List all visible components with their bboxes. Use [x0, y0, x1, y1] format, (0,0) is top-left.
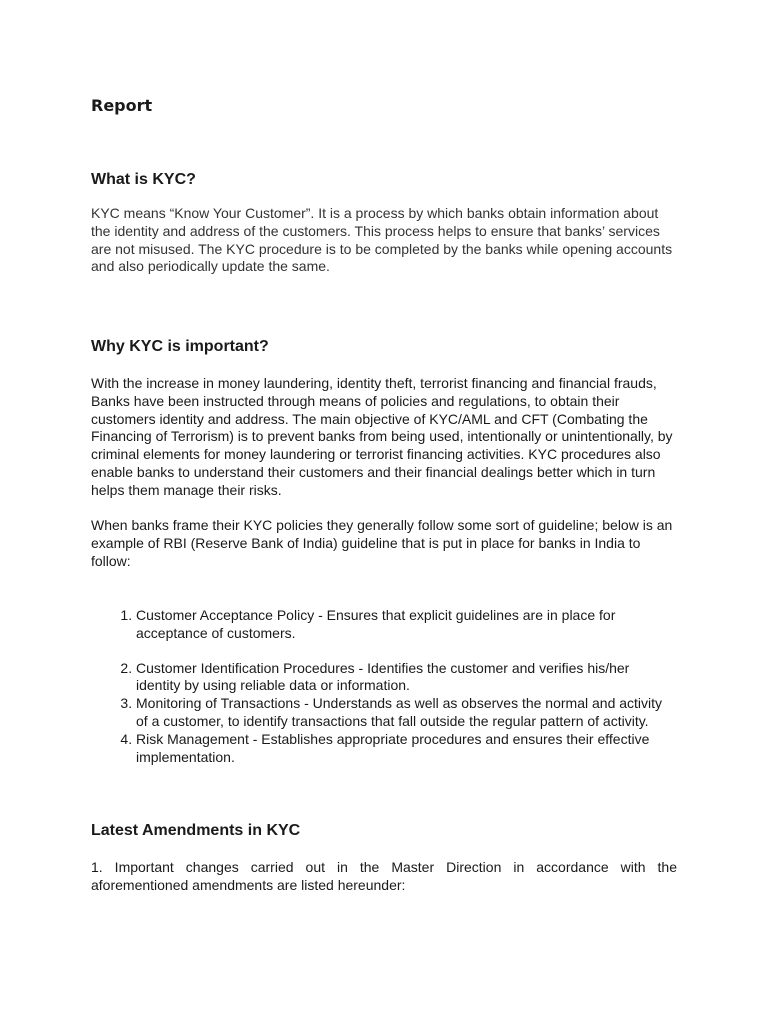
kyc-importance-paragraph: With the increase in money laundering, identity theft, terrorist financing and financial frauds, Banks have been instructed through means of policies and regulations, to obtain their customers identity and address. The main objective of KYC/AML and CFT (Combating the Financing of Terrorism) is to prevent banks from being used, intentionally or unintentionally, by criminal elements for money laundering or terrorist financing activities. KYC procedures also enable banks to understand their customers and their financial dealings better which in turn helps them manage their risks. — [91, 375, 673, 498]
heading-what-is-kyc: What is KYC? — [91, 171, 196, 188]
kyc-definition-paragraph: KYC means “Know Your Customer”. It is a process by which banks obtain information about the identity and address of the customers. This process helps to ensure that banks’ services are not misused. The KYC procedure is to be completed by the banks while opening accounts and also periodically update the same. — [91, 205, 673, 275]
list-item: 4. Risk Management - Establishes appropriate procedures and ensures their effective implementation. — [136, 731, 676, 767]
list-item: 2. Customer Identification Procedures - Identifies the customer and verifies his/her identity by using reliable data or information. — [136, 660, 676, 696]
amendments-paragraph: 1. Important changes carried out in the Master Direction in accordance with the aforementioned amendments are listed hereunder: — [91, 859, 677, 893]
list-item: 3. Monitoring of Transactions - Understands as well as observes the normal and activity of a customer, to identify transactions that fall outside the regular pattern of activity. — [136, 695, 676, 731]
list-item: 1. Customer Acceptance Policy - Ensures that explicit guidelines are in place for acceptance of customers. — [136, 607, 676, 643]
report-title: Report — [91, 96, 153, 115]
rbi-guideline-list — [113, 607, 676, 766]
heading-latest-amendments: Latest Amendments in KYC — [91, 822, 301, 839]
heading-why-kyc-important: Why KYC is important? — [91, 338, 269, 355]
kyc-guideline-intro-paragraph: When banks frame their KYC policies they generally follow some sort of guideline; below is an example of RBI (Reserve Bank of India) guideline that is put in place for banks in India to follow: — [91, 517, 673, 569]
